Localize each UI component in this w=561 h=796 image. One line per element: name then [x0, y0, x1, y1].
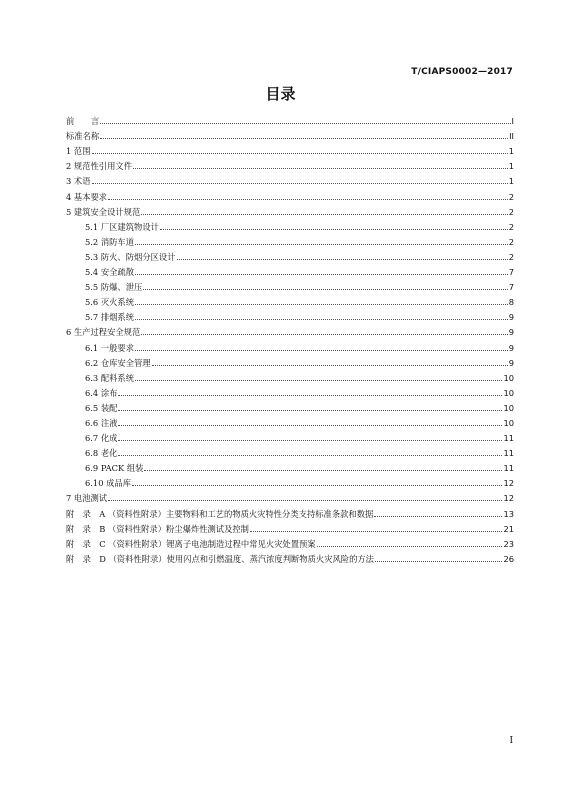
toc-entry-label: 5.3 防火、防烟分区设计 [85, 251, 176, 262]
toc-entry[interactable] [66, 337, 514, 352]
page-number: I [509, 736, 513, 746]
toc-entry[interactable] [66, 171, 514, 186]
toc-entry-page: 26 [503, 553, 514, 564]
toc-entry[interactable] [66, 126, 514, 141]
toc-entry[interactable] [66, 186, 514, 201]
toc-entry-label: 附 录 A （资料性附录）主要物料和工艺的物质火灾特性分类支持标准条款和数据 [66, 508, 374, 519]
toc-entry-label: 1 范围 [66, 146, 91, 157]
toc-leader [108, 500, 502, 501]
toc-entry-label: 6.7 化成 [85, 433, 118, 444]
toc-entry-label: 附 录 D （资料性附录）使用闪点和引燃温度、蒸汽浓度判断物质火灾风险的方法 [66, 553, 374, 564]
toc-entry[interactable] [66, 141, 514, 156]
toc-leader [135, 319, 508, 320]
toc-entry[interactable] [66, 156, 514, 171]
page-title: 目录 [265, 85, 296, 103]
toc-entry-label: 前 言 [66, 116, 100, 127]
toc-entry-label: 附 录 C （资料性附录）锂离子电池制造过程中常见火灾处置预案 [66, 538, 316, 549]
toc-entry[interactable] [66, 473, 514, 488]
toc-leader [144, 470, 502, 471]
toc-entry-label: 6.9 PACK 组装 [85, 463, 144, 474]
toc-entry-label: 6.1 一般要求 [85, 342, 135, 353]
toc-entry[interactable] [66, 549, 514, 564]
toc-entry-label: 6.4 涂布 [85, 387, 118, 398]
toc-leader [118, 410, 502, 411]
toc-entry[interactable] [66, 534, 514, 549]
toc-entry[interactable] [66, 247, 514, 262]
toc-entry-label: 2 规范性引用文件 [66, 161, 132, 172]
toc-entry-page: 21 [503, 523, 514, 534]
toc-entry-page: 2 [508, 251, 514, 262]
toc-leader [135, 304, 508, 305]
toc-entry-page: 12 [503, 478, 514, 489]
toc-entry-page: 8 [508, 297, 514, 308]
toc-leader [132, 485, 502, 486]
toc-leader [177, 259, 508, 260]
toc-entry[interactable] [66, 217, 514, 232]
toc-entry-label: 5.2 消防车道 [85, 236, 135, 247]
toc-entry-label: 5.5 防爆、泄压 [85, 282, 143, 293]
toc-leader [100, 123, 510, 124]
toc-entry[interactable] [66, 232, 514, 247]
toc-entry[interactable] [66, 398, 514, 413]
toc-entry-page: 10 [503, 387, 514, 398]
toc-entry[interactable] [66, 202, 514, 217]
toc-entry-label: 6.8 老化 [85, 448, 118, 459]
toc-entry-page: II [509, 131, 514, 142]
toc-entry-label: 6.10 成品库 [85, 478, 132, 489]
toc-leader [375, 561, 502, 562]
toc-leader [118, 425, 502, 426]
toc-entry[interactable] [66, 503, 514, 518]
toc-entry-label: 6.6 注液 [85, 417, 118, 428]
toc-leader [317, 546, 503, 547]
toc-entry-label: 5.1 厂区建筑物设计 [85, 221, 159, 232]
toc-entry-label: 6.5 装配 [85, 402, 118, 413]
toc-entry-page: 11 [503, 433, 514, 444]
toc-leader [152, 365, 508, 366]
toc-entry-page: I [511, 116, 514, 127]
toc-leader [118, 455, 502, 456]
toc-leader [141, 334, 507, 335]
toc-entry-page: 9 [508, 342, 514, 353]
toc-leader [92, 153, 508, 154]
toc-entry-page: 2 [508, 191, 514, 202]
toc-entry-page: 13 [503, 508, 514, 519]
toc-leader [108, 199, 508, 200]
toc-entry-label: 6 生产过程安全规范 [66, 327, 141, 338]
toc-entry-page: 7 [508, 267, 514, 278]
toc-entry[interactable] [66, 519, 514, 534]
toc-entry[interactable] [66, 322, 514, 337]
toc-entry-page: 12 [503, 493, 514, 504]
toc-entry-label: 标准名称 [66, 131, 100, 142]
toc-entry-label: 5 建筑安全设计规范 [66, 206, 141, 217]
toc-leader [118, 440, 502, 441]
toc-entry-label: 6.2 仓库安全管理 [85, 357, 151, 368]
toc-leader [143, 289, 507, 290]
toc-entry-page: 11 [503, 448, 514, 459]
toc-leader [118, 395, 502, 396]
toc-entry[interactable] [66, 443, 514, 458]
toc-entry-label: 7 电池测试 [66, 493, 108, 504]
toc-leader [100, 138, 508, 139]
toc-entry-page: 11 [503, 463, 514, 474]
toc-entry-page: 2 [508, 236, 514, 247]
toc-entry-label: 附 录 B （资料性附录）粉尘爆炸性测试及控制 [66, 523, 249, 534]
toc-entry[interactable] [66, 458, 514, 473]
toc-entry[interactable] [66, 353, 514, 368]
toc-entry-page: 23 [503, 538, 514, 549]
toc-leader [250, 531, 502, 532]
toc-entry[interactable] [66, 262, 514, 277]
toc-entry-label: 3 术语 [66, 176, 91, 187]
toc-entry[interactable] [66, 277, 514, 292]
toc-entry[interactable] [66, 307, 514, 322]
toc-entry-page: 9 [508, 312, 514, 323]
toc-leader [92, 183, 508, 184]
toc-entry-page: 1 [508, 176, 514, 187]
toc-entry-label: 4 基本要求 [66, 191, 108, 202]
document-id: T/CIAPS0002—2017 [411, 67, 513, 77]
toc-entry[interactable] [66, 368, 514, 383]
toc-entry-label: 5.7 排烟系统 [85, 312, 135, 323]
toc-leader [160, 229, 508, 230]
toc-entry-page: 10 [503, 372, 514, 383]
toc-entry[interactable] [66, 292, 514, 307]
toc-entry-label: 5.6 灭火系统 [85, 297, 135, 308]
toc-leader [135, 350, 508, 351]
toc-leader [135, 274, 508, 275]
toc-entry-label: 6.3 配料系统 [85, 372, 135, 383]
toc-entry-page: 9 [508, 357, 514, 368]
toc-leader [135, 244, 508, 245]
toc-entry[interactable] [66, 111, 514, 126]
toc-entry-page: 7 [508, 282, 514, 293]
toc-leader [374, 516, 502, 517]
toc-leader [135, 380, 502, 381]
table-of-contents [66, 111, 514, 564]
toc-leader [133, 168, 508, 169]
toc-entry[interactable] [66, 413, 514, 428]
toc-entry-page: 1 [508, 161, 514, 172]
toc-entry-page: 9 [508, 327, 514, 338]
toc-entry-page: 2 [508, 206, 514, 217]
toc-entry-label: 5.4 安全疏散 [85, 267, 135, 278]
toc-entry-page: 10 [503, 402, 514, 413]
toc-entry-page: 10 [503, 417, 514, 428]
toc-entry[interactable] [66, 383, 514, 398]
toc-leader [141, 214, 507, 215]
toc-entry[interactable] [66, 488, 514, 503]
toc-entry[interactable] [66, 428, 514, 443]
toc-entry-page: 2 [508, 221, 514, 232]
toc-entry-page: 1 [508, 146, 514, 157]
